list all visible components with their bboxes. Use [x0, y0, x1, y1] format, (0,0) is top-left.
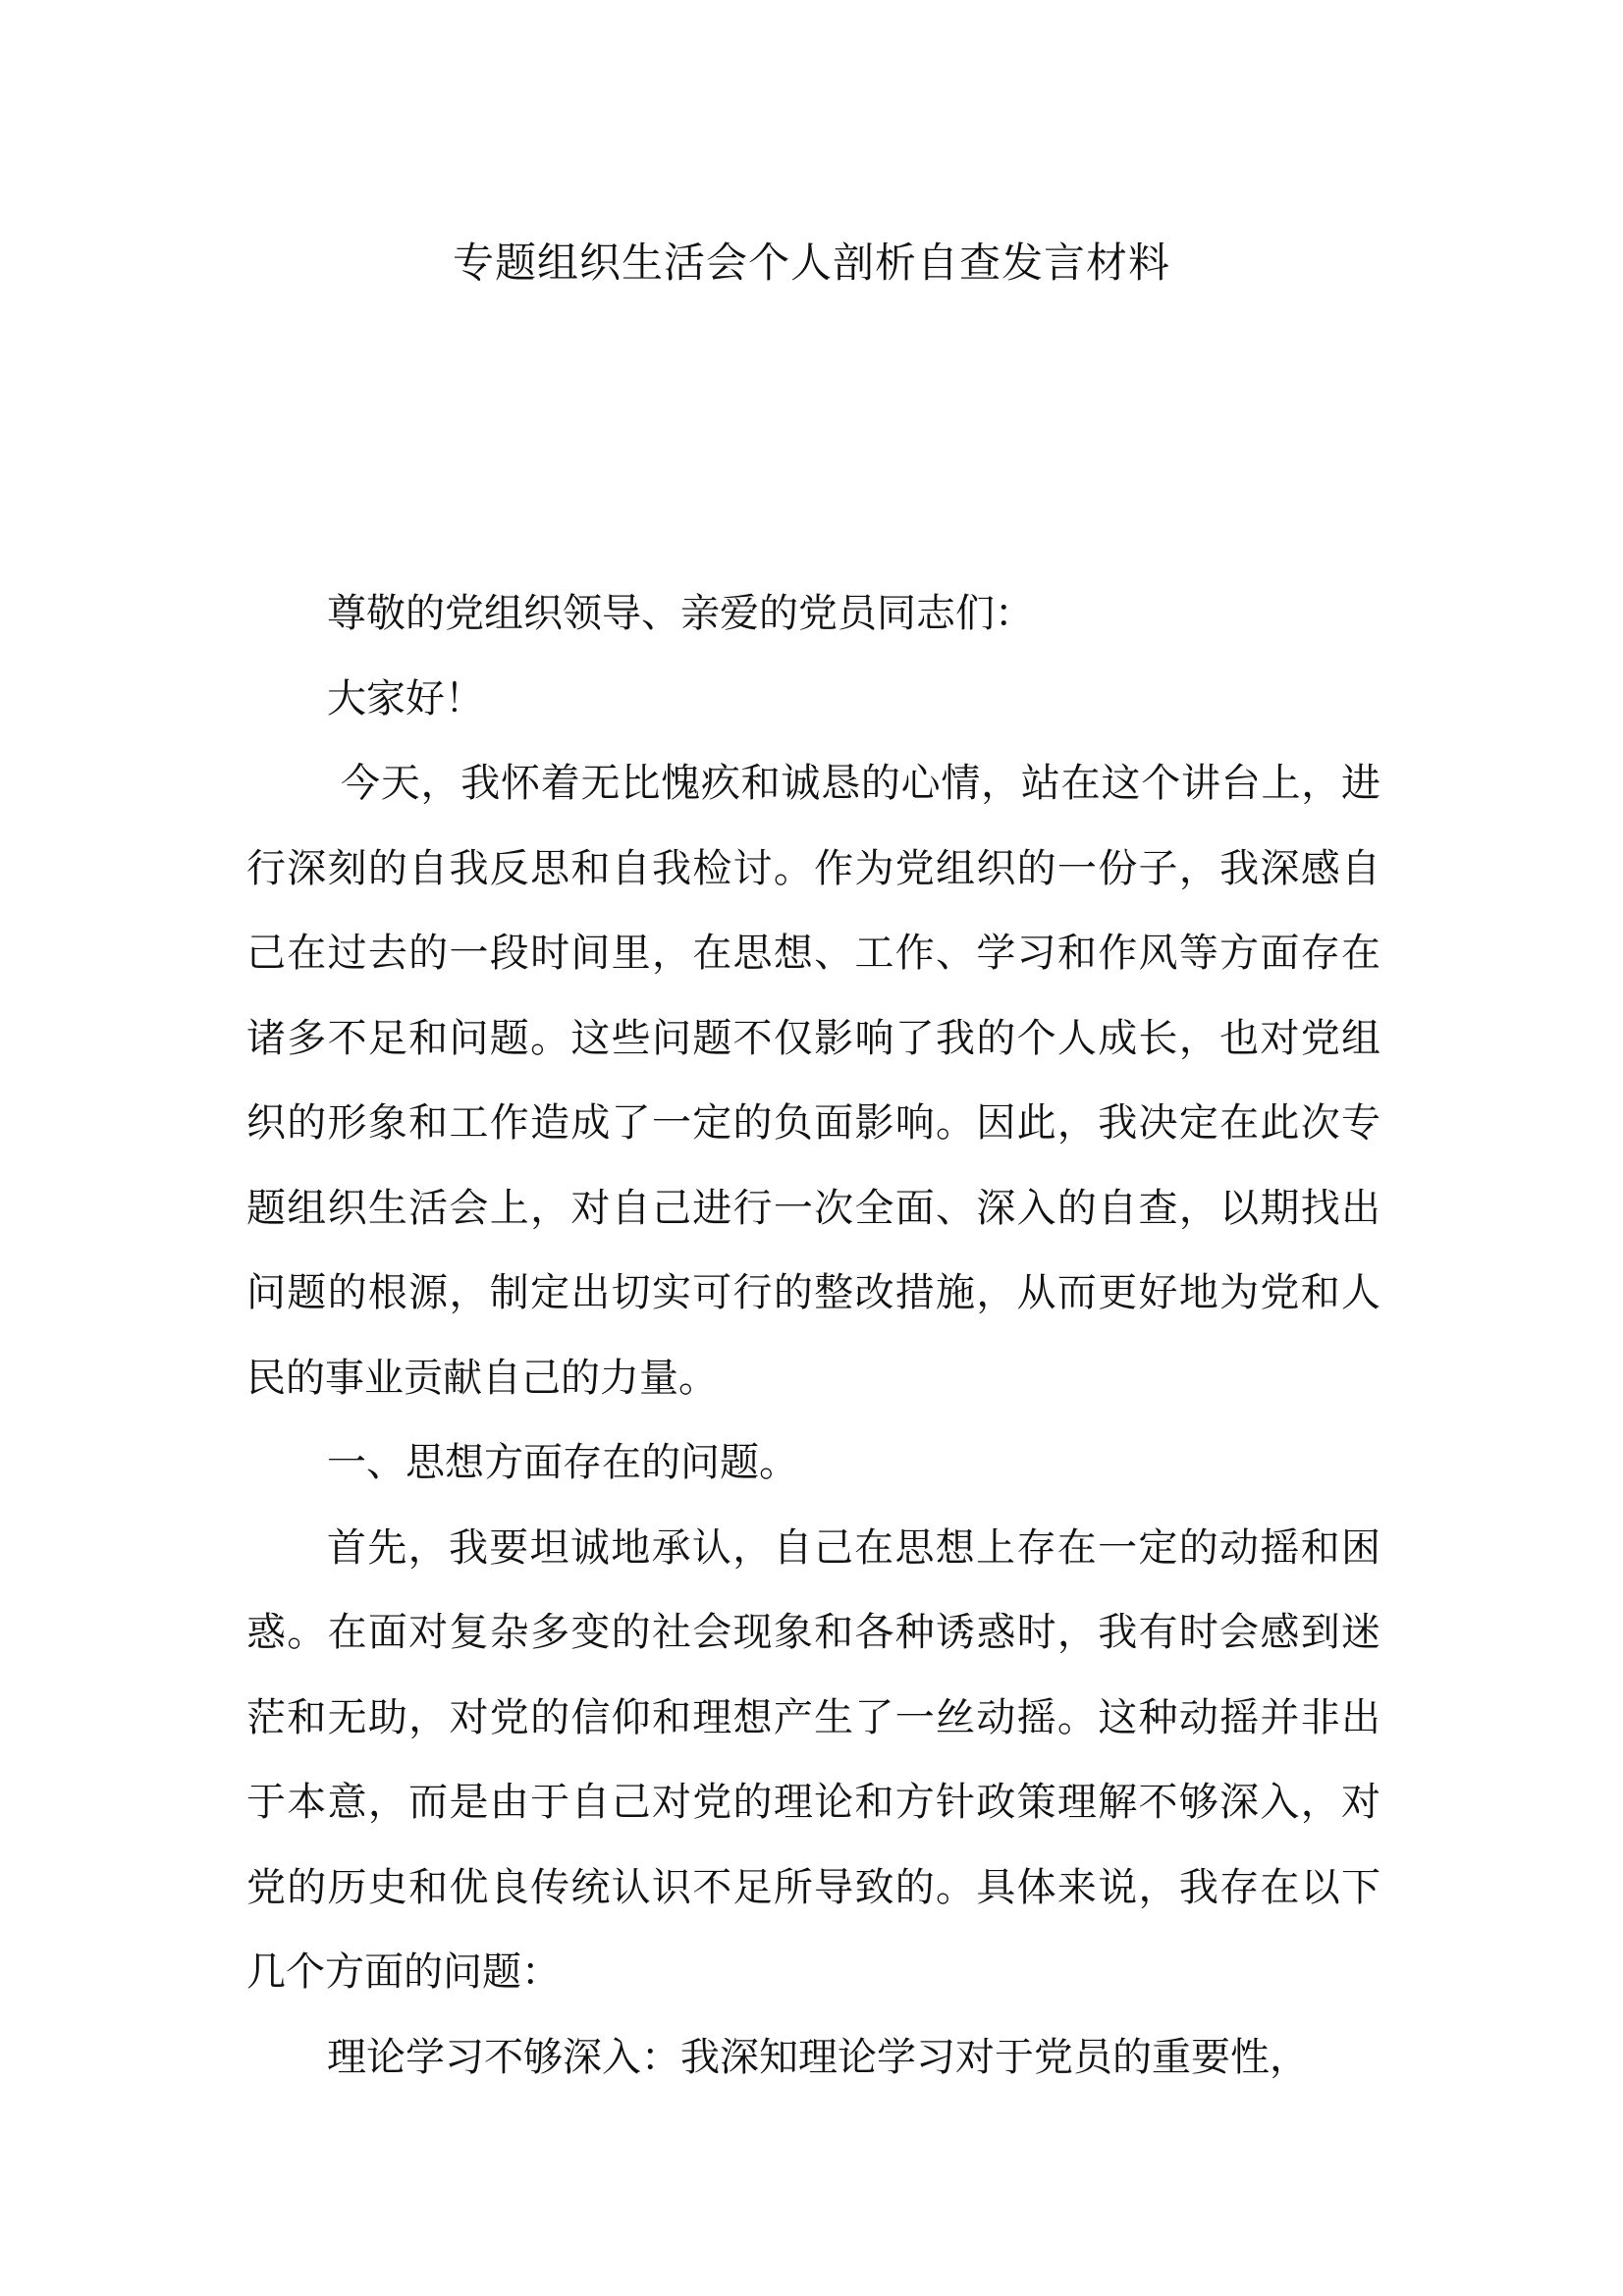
section-heading-1: 一、思想方面存在的问题。: [327, 1440, 798, 1485]
salutation: 尊敬的党组织领导、亲爱的党员同志们：: [327, 591, 1034, 636]
document-title: 专题组织生活会个人剖析自查发言材料: [452, 239, 1170, 287]
intro-paragraph: 今天，我怀着无比愧疚和诚恳的心情，站在这个讲台上，进行深刻的自我反思和自我检讨。作为党组织的一份子，我深感自己在过去的一段时间里，在思想、工作、学习和作风等方面存在诸多不足和问题。这些问题不仅影响了我的个人成长，也对党组织的形象和工作造成了一定的负面影响。因此，我决定在此次专题组织生活会上，对自己进行一次全面、深入的自查，以期找出问题的根源，制定出切实可行的整改措施，从而更好地为党和人民的事业贡献自己的力量。: [246, 761, 1380, 1401]
greeting: 大家好！: [327, 675, 484, 721]
list-item-1: 理论学习不够深入：我深知理论学习对于党员的重要性，: [327, 2034, 1309, 2080]
document-body: [246, 571, 1380, 2100]
section-paragraph-1: 首先，我要坦诚地承认，自己在思想上存在一定的动摇和困惑。在面对复杂多变的社会现象和各种诱惑时，我有时会感到迷茫和无助，对党的信仰和理想产生了一丝动摇。这种动摇并非出于本意，而是由于自己对党的理论和方针政策理解不够深入，对党的历史和优良传统认识不足所导致的。具体来说，我存在以下几个方面的问题：: [246, 1524, 1380, 1995]
